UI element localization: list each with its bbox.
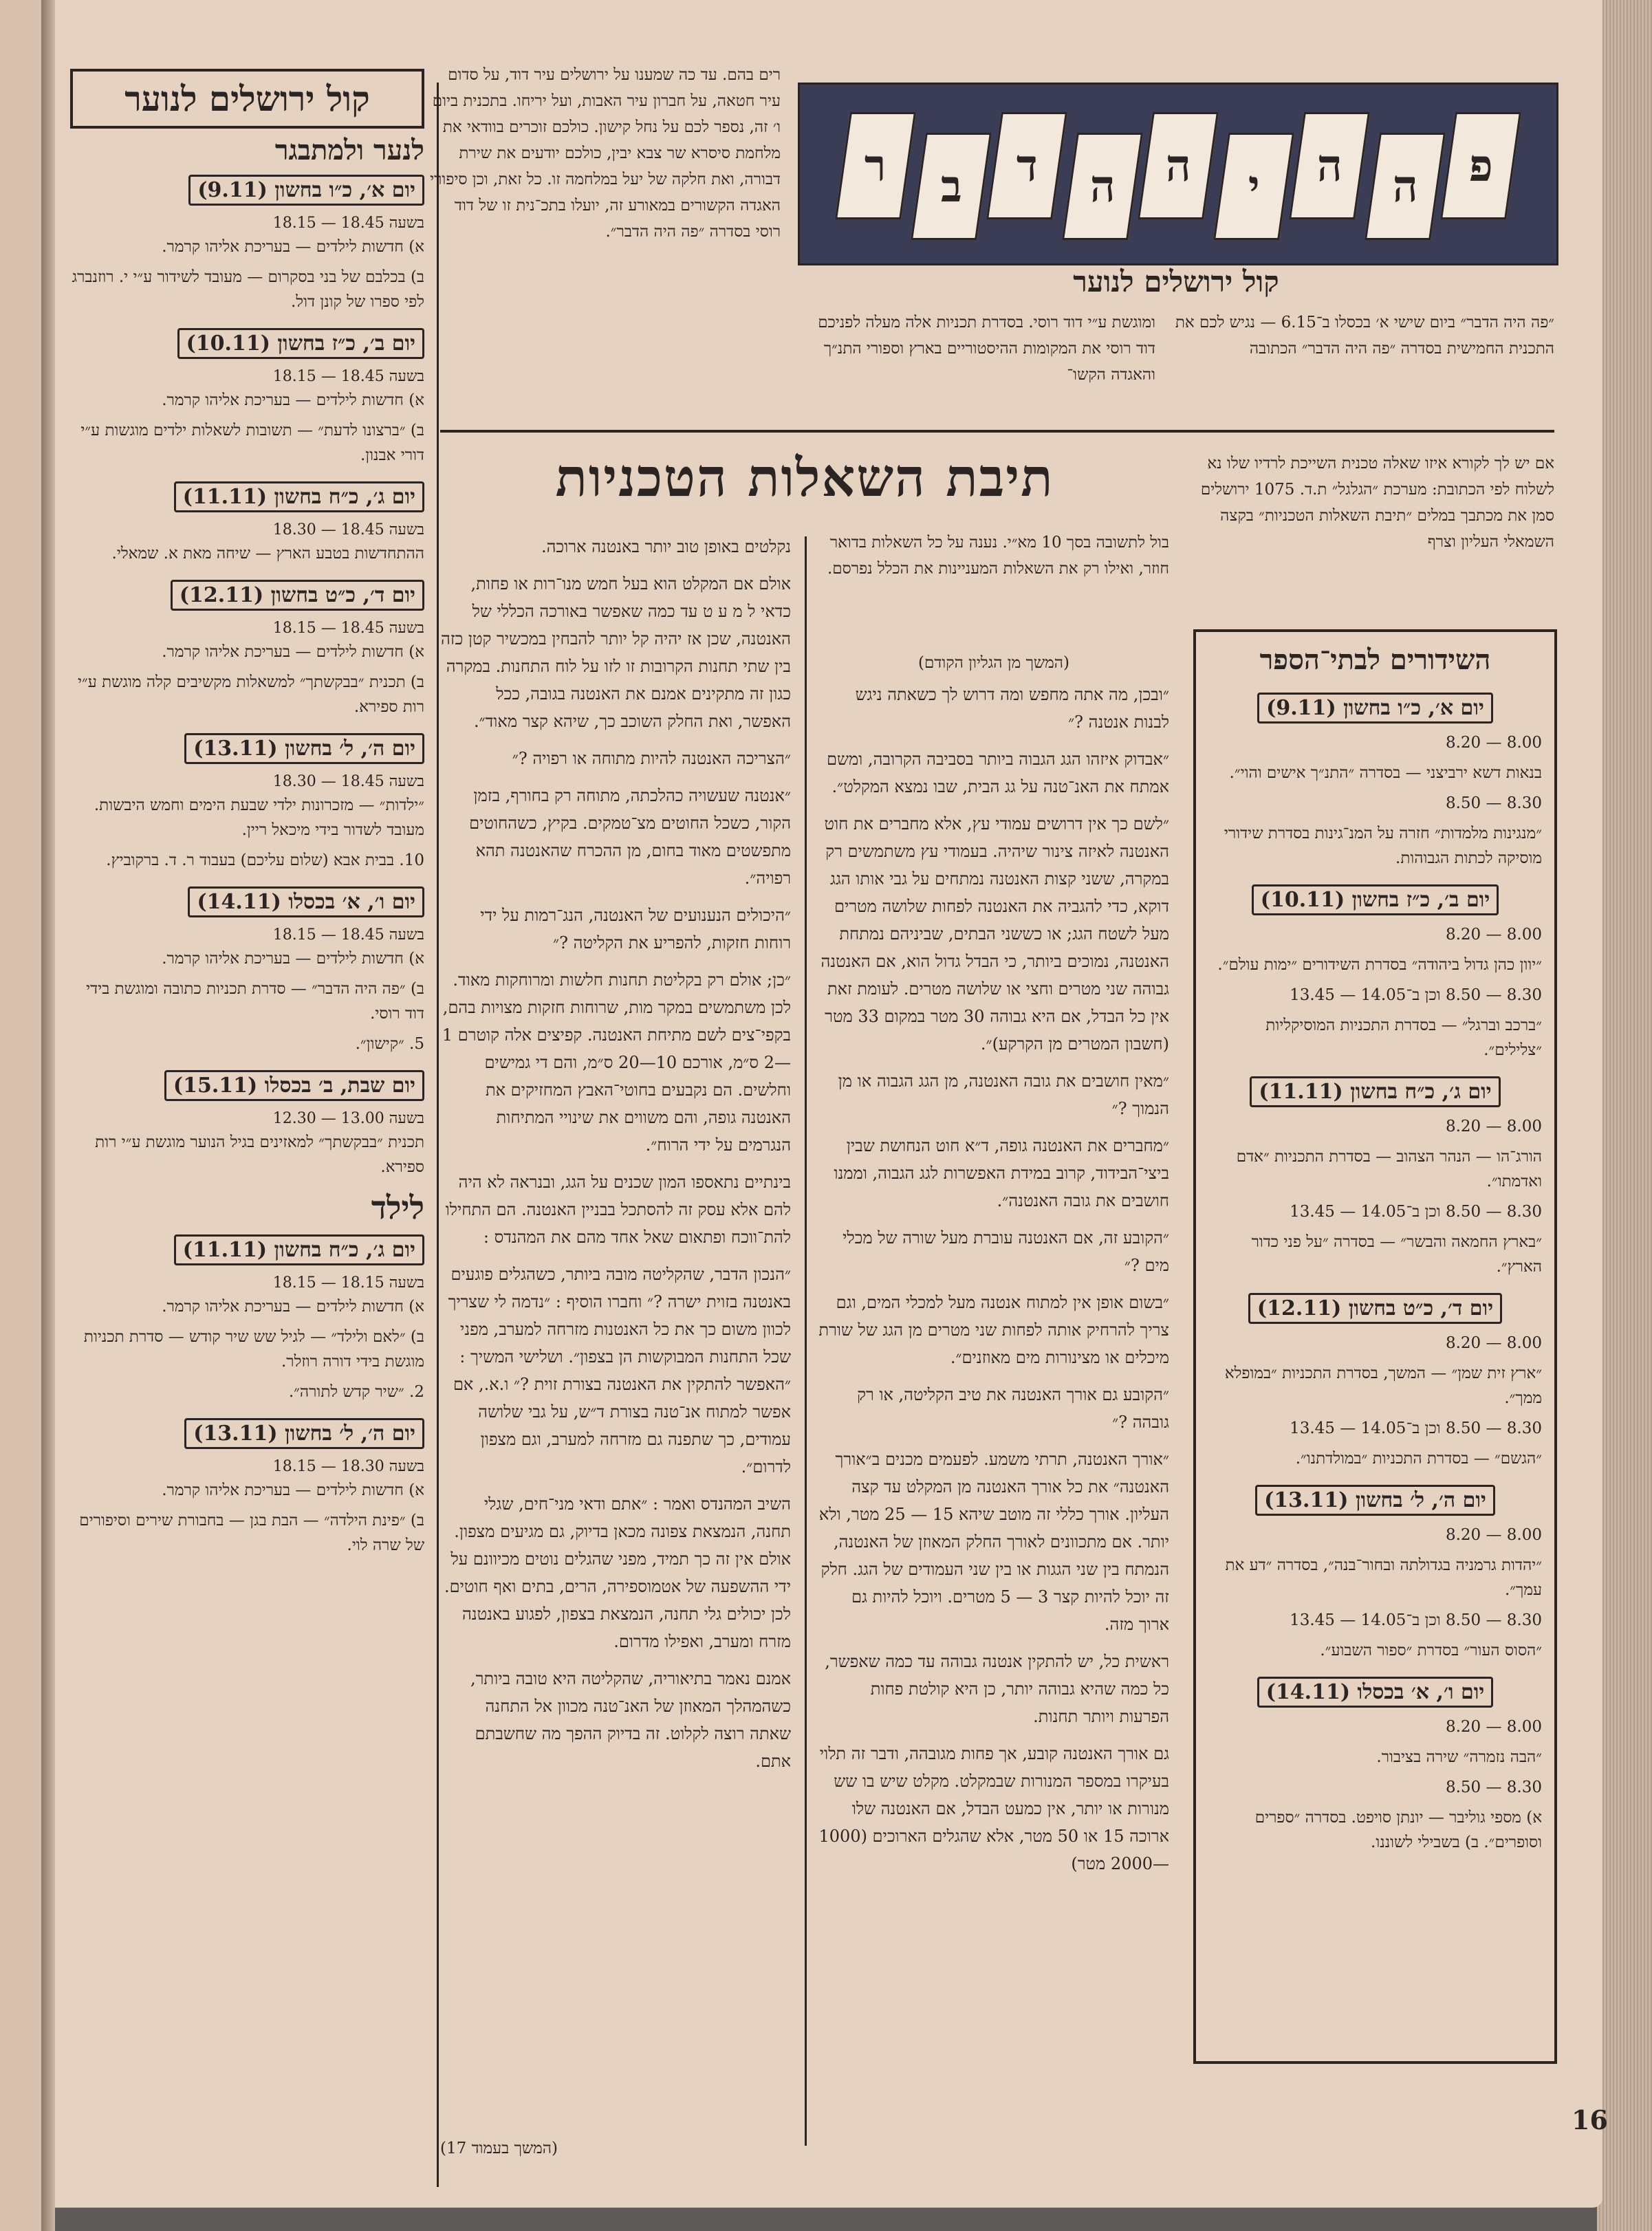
youth-day-block <box>70 572 424 719</box>
school-program-line: 8.30 — 8.50 וכן ב־14.05 — 13.45 <box>1290 1611 1542 1629</box>
youth-days-list <box>70 166 424 1179</box>
article-paragraph: אולם אם המקלט הוא בעל חמש מנו־רות או פחות, כדאי ל מ ע ט עד כמה שאפשר באורכה הכללי של האנטנה, שכן אז יהיה קל יותר להבחין במכשיר קטן כזה בין שתי תחנות הקרובות זו לזו על לוח התחנות. במקרה כגון זה מתקינים אמנם את האנטנה בגובה, ככל האפשר, ואת החלק השוכב כך, שיהא קצר מאוד״. <box>441 574 791 731</box>
school-days-list <box>1208 684 1542 1855</box>
article-paragraph: ״הצריכה האנטנה להיות מתוחה או רפויה ?״ <box>512 749 791 768</box>
top-section-divider <box>440 430 1554 433</box>
main-article-col-left <box>440 533 791 2129</box>
youth-program: 5. ״קישון״. <box>355 1035 424 1053</box>
child-program: ב) ״פינת הילדה״ — הבת בגן — בחבורת שירים וסיפורים של שרה לוי. <box>79 1512 424 1554</box>
main-article-intro: בול לתשובה בסך 10 מא״י. נענה על כל השאלות בדואר חוזר, ואילו רק את השאלות המעניינות את הכלל נפרסם. <box>827 534 1169 578</box>
youth-program: א) חדשות לילדים — בעריכת אליהו קרמר. <box>162 391 424 409</box>
school-program-line: 8.00 — 8.20 <box>1445 1334 1542 1352</box>
article-paragraph: ״מחברים את האנטנה גופה, ד״א חוט הנחושת שבין ביצי־הבידוד, קרוב במידת האפשרות לגג הגבוה, וממנו חושבים את גובה האנטנה״. <box>834 1136 1169 1210</box>
school-program-line: הורג־הו — הנהר הצהוב — בסדרת התכניות ״אדם ואדמתו״. <box>1236 1148 1542 1190</box>
technical-questions-notice: אם יש לך לקורא איזו שאלה טכנית השייכת לרדיו שלו נא לשלוח לפי הכתובת: מערכת ״הגלגל״ ת.ד. 1075 ירושלים סמן את מכתבך במלים ״תיבת השאלות הטכניות״ בקצה השמאלי העליון וצרף <box>1200 455 1554 551</box>
magazine-page <box>55 0 1608 2208</box>
youth-program: ״ילדות״ — מזכרונות ילדי שבעת הימים וחמש היבשות. מעובד לשדור בידי מיכאל ריין. <box>94 796 424 839</box>
continued-on-page-17: (המשך בעמוד 17) <box>440 2140 558 2157</box>
school-program-line: ״הסוס העור״ בסדרת ״ספור השבוע״. <box>1320 1642 1542 1659</box>
article-paragraph: ״הקובע זה, אם האנטנה עוברת מעל שורה של מכלי מים ?״ <box>843 1228 1169 1275</box>
school-program-line: 8.30 — 8.50 <box>1445 1778 1542 1796</box>
main-column-divider <box>805 536 807 2146</box>
child-program: 2. ״שיר קדש לתורה״. <box>288 1383 424 1401</box>
banner-book <box>835 112 916 219</box>
banner-letter: י <box>1248 160 1260 213</box>
banner-book <box>1440 112 1521 219</box>
child-heading: לילד <box>371 1189 424 1226</box>
school-box-title: השידורים לבתי־הספר <box>1259 644 1491 676</box>
article-paragraph: נקלטים באופן טוב יותר באנטנה ארוכה. <box>541 537 791 556</box>
banner-letter: פ <box>1468 140 1493 192</box>
child-day-label: יום ג׳, כ״ח בחשון (11.11) <box>174 1234 424 1265</box>
youth-day-block <box>70 725 424 873</box>
youth-day-label: יום ג׳, כ״ח בחשון (11.11) <box>174 481 424 512</box>
child-program: ב) ״לאם ולילד״ — לגיל שש שיר קודש — סדרת תכניות מוגשת בידי דורה רוזלר. <box>83 1328 424 1371</box>
school-program-line: ״מנגינות מלמדות״ חזרה על המנ־גינות בסדרת שידורי מוסיקה לכתות הגבוהות. <box>1224 825 1542 867</box>
youth-time: בשעה 18.45 — 18.15 <box>272 368 424 385</box>
school-program-line: ״הגשם״ — בסדרת התכניות ״במולדתנו״. <box>1295 1450 1542 1468</box>
top-article-col-right: ״פה היה הדבר״ ביום שישי א׳ בכסלו ב־6.15 — נגיש לכם את התכנית החמישית בסדרה ״פה היה הדבר״ הכתובה <box>1175 314 1554 358</box>
school-day-label: יום ג׳, כ״ח בחשון (11.11) <box>1250 1076 1500 1107</box>
banner-letter: ה <box>1165 140 1191 192</box>
school-program-line: 8.30 — 8.50 וכן ב־14.05 — 13.45 <box>1290 1203 1542 1221</box>
youth-day-label: יום א׳, כ״ו בחשון (9.11) <box>188 175 424 206</box>
banner-book <box>1289 112 1370 219</box>
youth-day-block <box>70 473 424 566</box>
youth-program: 10. בבית אבא (שלום עליכם) בעבוד ר. ד. ברקוביץ. <box>106 851 424 869</box>
youth-schedule-sidebar <box>70 69 424 2187</box>
article-paragraph: ״כן; אולם רק בקליטת תחנות חלשות ומרוחקות מאוד. לכן משתמשים במקר מות, שרוחות חזקות מצויות בהם, בקפי־צים לשם מתיחת האנטנה. קפיצים אלה קוטרם 1—2 ס״מ, אורכם 10—20 ס״מ, והם די גמישים וחלשים. הם נקבעים בחוטי־האבץ המחזיקים את האנטנה גופה, והם משווים את שינויי המתיחות הנגרמים על ידי הרוח״. <box>442 970 791 1155</box>
school-day-label: יום ב׳, כ״ז בחשון (10.11) <box>1252 884 1499 915</box>
school-program-line: 8.30 — 8.50 וכן ב־14.05 — 13.45 <box>1290 1419 1542 1437</box>
article-paragraph: ראשית כל, יש להתקין אנטנה גבוהה עד כמה שאפשר, כל כמה שהיא גבוהה יותר, כן היא קולטת פחות הפרעות ויותר תחנות. <box>825 1652 1169 1726</box>
article-paragraph: ״לשם כך אין דרושים עמודי עץ, אלא מחברים את חוט האנטנה לאיזה צינור שיהיה. בעמודי עץ משתמשים רק במקרה, ששני קצות האנטנה נמתחים על גבי אותו הגג דוקא, כדי להגביה את האנטנה לפחות שלושה מטרים מעל לשטח הגג; או כששני הבתים, שביניהם נמתחת האנטנה, נמוכים ביותר, כי הבדל גדול הוא, אם האנטנה גבוהה שני מטרים וחצי או שלושה מטרים. לעומת זאת אין כל הבדל, אם היא גבוהה 30 מטר במקום 33 מטר (חשבון המטרים מן הקרקע)״. <box>820 814 1169 1054</box>
school-program-line: 8.30 — 8.50 <box>1445 794 1542 812</box>
top-article-heading: קול ירושלים לנוער <box>1073 265 1279 298</box>
school-day-label: יום א׳, כ״ו בחשון (9.11) <box>1257 693 1493 723</box>
youth-program: א) חדשות לילדים — בעריכת אליהו קרמר. <box>162 238 424 256</box>
youth-time: בשעה 18.45 — 18.15 <box>272 215 424 232</box>
article-paragraph: ״הנכון הדבר, שהקליטה מובה ביותר, כשהגלים פוגעים באנטנה בזוית ישרה ?״ וחברו הוסיף : ״נדמה לי שצריך לכוון משום כך את כל האנטנות מזרחה למערב, מפני שכל התחנות המבוקשות הן בצפון״. ושלישי המשיך : ״האפשר להתקין את האנטנה בצורת זוית ?״ ו.א., אם אפשר למתוח אנ־טנה בצורת ד״ש, על גבי שלושה עמודים, כך שתפנה גם מזרחה למערב, וגם מצפון לדרום״. <box>448 1265 791 1477</box>
article-paragraph: גם אורך האנטנה קובע, אך פחות מגובהה, ודבר זה תלוי בעיקרו במספר המנורות שבמקלט. מקלט שיש בו שש מנורות או יותר, אין כמעט הבדל, אם האנטנה שלו ארוכה 15 או 50 מטר, אלא שהגלים הארוכים (1000—2000 מטר) <box>818 1744 1169 1873</box>
article-paragraph: ״הקובע גם אורך האנטנה את טיב הקליטה, או רק גובהה ?״ <box>857 1385 1169 1432</box>
youth-time: בשעה 18.45 — 18.15 <box>272 620 424 637</box>
page-number: 16 <box>1572 2104 1608 2135</box>
article-paragraph: ״בשום אופן אין למתוח אנטנה מעל למכלי המים, וגם צריך להרחיק אותה לפחות שני מטרים מן הגג של שורת מיכלים או מצינורות מים מאוזנים״. <box>818 1293 1169 1367</box>
child-program: א) חדשות לילדים — בעריכת אליהו קרמר. <box>162 1481 424 1499</box>
youth-day-label: יום ה׳, ל׳ בחשון (13.11) <box>184 733 424 764</box>
banner-letter: ר <box>865 140 887 192</box>
school-day-block <box>1208 876 1542 1063</box>
technical-questions-title <box>440 447 1169 523</box>
school-day-label: יום ד׳, כ״ט בחשון (12.11) <box>1248 1293 1502 1324</box>
school-program-line: 8.00 — 8.20 <box>1445 1718 1542 1736</box>
youth-time: בשעה 18.45 — 18.30 <box>272 773 424 790</box>
pe-haya-hadavar-banner <box>798 83 1558 265</box>
school-broadcasts-box <box>1193 629 1557 2064</box>
school-program-line: א) מספי גוליבר — יונתן סויפט. בסדרה ״ספרים וסופרים״. ב) בשבילי לשוננו. <box>1254 1809 1542 1851</box>
banner-book <box>1365 133 1446 240</box>
school-day-block <box>1208 1068 1542 1279</box>
main-article-title: תיבת השאלות הטכניות <box>555 447 1054 508</box>
youth-program: ב) ״פה היה הדבר״ — סדרת תכניות כתובה ומוגשת בידי דוד רוסי. <box>86 980 424 1023</box>
banner-letter: ב <box>940 160 962 213</box>
youth-program: ההתחדשות בטבע הארץ — שיחה מאת א. שמאלי. <box>111 545 424 563</box>
youth-program: א) חדשות לילדים — בעריכת אליהו קרמר. <box>162 950 424 968</box>
school-program-line: 8.00 — 8.20 <box>1445 734 1542 752</box>
school-program-line: ״ברכב וברגל״ — בסדרת התכניות המוסיקליות ״צלילים״. <box>1265 1016 1542 1059</box>
sidebar-title: קול ירושלים לנוער <box>70 69 424 129</box>
child-day-block <box>70 1226 424 1404</box>
school-day-label: יום ו׳, א׳ בכסלו (14.11) <box>1257 1677 1494 1708</box>
article-paragraph: ״מאין חושבים את גובה האנטנה, מן הגג הגבוה או מן הנמוך ?״ <box>838 1071 1169 1118</box>
youth-day-block <box>70 878 424 1056</box>
banner-book <box>986 112 1067 219</box>
youth-day-block <box>70 320 424 468</box>
school-program-line: ״ארץ זית שמן״ — המשך, בסדרת התכניות ״במופלא ממך״. <box>1224 1364 1542 1407</box>
banner-book <box>1213 133 1294 240</box>
left-page-edge <box>0 0 41 2231</box>
child-day-label: יום ה׳, ל׳ בחשון (13.11) <box>184 1418 424 1449</box>
school-program-line: ״יוון כהן גדול ביהודה״ בסדרת השידורים ״ימות עולם״. <box>1217 956 1542 974</box>
child-time: בשעה 18.30 — 18.15 <box>272 1458 424 1475</box>
youth-day-label: יום ד׳, כ״ט בחשון (12.11) <box>171 580 424 611</box>
youth-day-label: יום ו׳, א׳ בכסלו (14.11) <box>188 886 424 917</box>
child-days-list <box>70 1226 424 1558</box>
banner-letter: ה <box>1392 160 1418 213</box>
school-program-line: בנאות דשא ירביצני — בסדרה ״התנ״ך אישים והוי״. <box>1229 764 1542 782</box>
school-program-line: 8.00 — 8.20 <box>1445 1526 1542 1544</box>
school-program-line: ״יהדות גרמניה בגדולתה ובחור־בנה״, בסדרה ״דע את עמך״. <box>1225 1556 1542 1599</box>
article-paragraph: בינתיים נתאספו המון שכנים על הגג, ובנראה לא היה להם אלא עסק זה להסתכל בבניין האנטנה. הם התחילו להת־ווכח ופתאום שאל אחד מהם את המהנדס : <box>445 1173 791 1247</box>
youth-program: תכנית ״בבקשתך״ למאזינים בגיל הנוער מוגשת ע״י רות ספירא. <box>95 1133 424 1176</box>
youth-day-label: יום ב׳, כ״ז בחשון (10.11) <box>177 328 424 359</box>
school-program-line: ״בארץ החמאה והבשר״ — בסדרה ״על פני כדור הארץ״. <box>1251 1233 1542 1276</box>
banner-book <box>1138 112 1219 219</box>
sidebar-subtitle: לנער ולמתבגר <box>274 134 424 166</box>
main-article-col-right <box>818 681 1169 2159</box>
school-program-line: 8.00 — 8.20 <box>1445 926 1542 944</box>
article-paragraph: השיב המהנדס ואמר : ״אתם ודאי מני־חים, שגלי תחנה, הנמצאת צפונה מכאן בדיוק, גם מגיעים מצפון. אולם אין זה כך תמיד, מפני שהגלים נוטים מכיוונם על ידי ההשפעה של אטמוספירה, הרים, בתים ואף חוטים. לכן יכולים גלי תחנה, הנמצאת בצפון, לפגוע באנטנה מזרח ומערב, ואפילו מדרום. <box>444 1494 791 1651</box>
article-paragraph: ״אורך האנטנה, תרתי משמע. לפעמים מכנים ב״אורך האנטנה״ את כל אורך האנטנה מן המקלט עד קצה העליון. אורך כללי זה מוטב שיהא 15 — 25 מטר, ולא יותר. אם מתכוונים לאורך החלק המאוזן של האנטנה, הנמתח בין שני הגגות או בין שני העמודים של הגג. חלק זה יוכל להיות קצר 3 — 5 מטרים. ויוכל להיות גם ארוך מזה. <box>818 1450 1169 1634</box>
child-time: בשעה 18.15 — 18.15 <box>272 1274 424 1292</box>
school-day-block <box>1208 1668 1542 1855</box>
banner-letter: ה <box>1316 140 1343 192</box>
youth-program: א) חדשות לילדים — בעריכת אליהו קרמר. <box>162 643 424 661</box>
youth-program: ב) ״ברצונו לדעת״ — תשובות לשאלות ילדים מוגשות ע״י דורי אבנון. <box>80 422 424 464</box>
school-day-block <box>1208 1477 1542 1663</box>
youth-time: בשעה 13.00 — 12.30 <box>272 1110 424 1127</box>
youth-day-block <box>70 166 424 314</box>
school-program-line: 8.30 — 8.50 וכן ב־14.05 — 13.45 <box>1290 986 1542 1004</box>
school-day-block <box>1208 684 1542 871</box>
school-program-line: ״הבה נזמרה״ שירה בציבור. <box>1376 1748 1542 1766</box>
youth-program: ב) בכלבם של בני בסקרום — מעובד לשידור ע״י י. רוזנברג לפי ספרו של קונן דול. <box>72 268 424 311</box>
article-paragraph: ״ובכן, מה אתה מחפש ומה דרוש לך כשאתה ניגש לבנות אנטנה ?״ <box>855 685 1169 732</box>
youth-program: ב) תכנית ״בבקשתך״ למשאלות מקשיבים קלה מוגשת ע״י רות ספירא. <box>78 673 424 716</box>
school-day-label: יום ה׳, ל׳ בחשון (13.11) <box>1255 1485 1495 1516</box>
banner-book <box>911 133 992 240</box>
banner-book <box>1062 133 1143 240</box>
continued-note: (המשך מן הגליון הקודם) <box>917 654 1070 672</box>
article-paragraph: ״אנטנה שעשויה כהלכתה, מתוחה רק בחורף, בזמן הקור, כשכל החוטים מצ־טמקים. בקיץ, כשהחוטים מתפשטים מאוד בחום, מן ההכרח שהאנטנה תהא רפויה״. <box>469 786 791 888</box>
top-article-col-mid: ומוגשת ע״י דוד רוסי. בסדרת תכניות אלה מעלה לפניכם דוד רוסי את המקומות ההיסטוריים בארץ וספורי התנ״ך והאגדה הקשו־ <box>818 314 1155 384</box>
youth-day-label: יום שבת, ב׳ בכסלו (15.11) <box>164 1070 424 1101</box>
youth-time: בשעה 18.45 — 18.15 <box>272 926 424 944</box>
banner-letter: ד <box>1016 140 1038 192</box>
youth-time: בשעה 18.45 — 18.30 <box>272 521 424 538</box>
top-article-col-left: רים בהם. עד כה שמענו על ירושלים עיר דוד, על סדום עיר חטאה, על חברון עיר האבות, ועל יריחו. בתכנית ביום ו׳ זה, נספר לכם על נחל קישון. כולכם זוכרים בוודאי את מלחמת סיסרא שר צבא יבין, כולכם יודעים את שירת דבורה, ואת חלקה של יעל במלחמה זו. כל זאת, וכן סיפורי האגדה הקשורים במאורע זה, יועלו בתכ־נית זו של דוד רוסי בסדרה ״פה היה הדבר״. <box>430 66 781 241</box>
school-day-block <box>1208 1285 1542 1471</box>
school-program-line: 8.00 — 8.20 <box>1445 1118 1542 1135</box>
youth-day-block <box>70 1062 424 1179</box>
article-paragraph: ״היכולים הנענועים של האנטנה, הנג־רמות על ידי רוחות חזקות, להפריע את הקליטה ?״ <box>480 906 791 953</box>
child-program: א) חדשות לילדים — בעריכת אליהו קרמר. <box>162 1298 424 1316</box>
child-day-block <box>70 1410 424 1558</box>
banner-letter: ה <box>1089 160 1116 213</box>
article-paragraph: אמנם נאמר בתיאוריה, שהקליטה היא טובה ביותר, כשהמהלך המאוזן של האנ־טנה מכוון אל התחנה שאתה רוצה לקלוט. זה בדיוק ההפך מה שחשבתם אתם. <box>470 1669 791 1771</box>
book-gutter <box>41 0 55 2231</box>
page-stack <box>1597 0 1652 2231</box>
article-paragraph: ״אבדוק איזהו הגג הגבוה ביותר בסביבה הקרובה, ומשם אמתח את האנ־טנה על גג הבית, שבו נמצא המקלט״. <box>826 750 1169 796</box>
